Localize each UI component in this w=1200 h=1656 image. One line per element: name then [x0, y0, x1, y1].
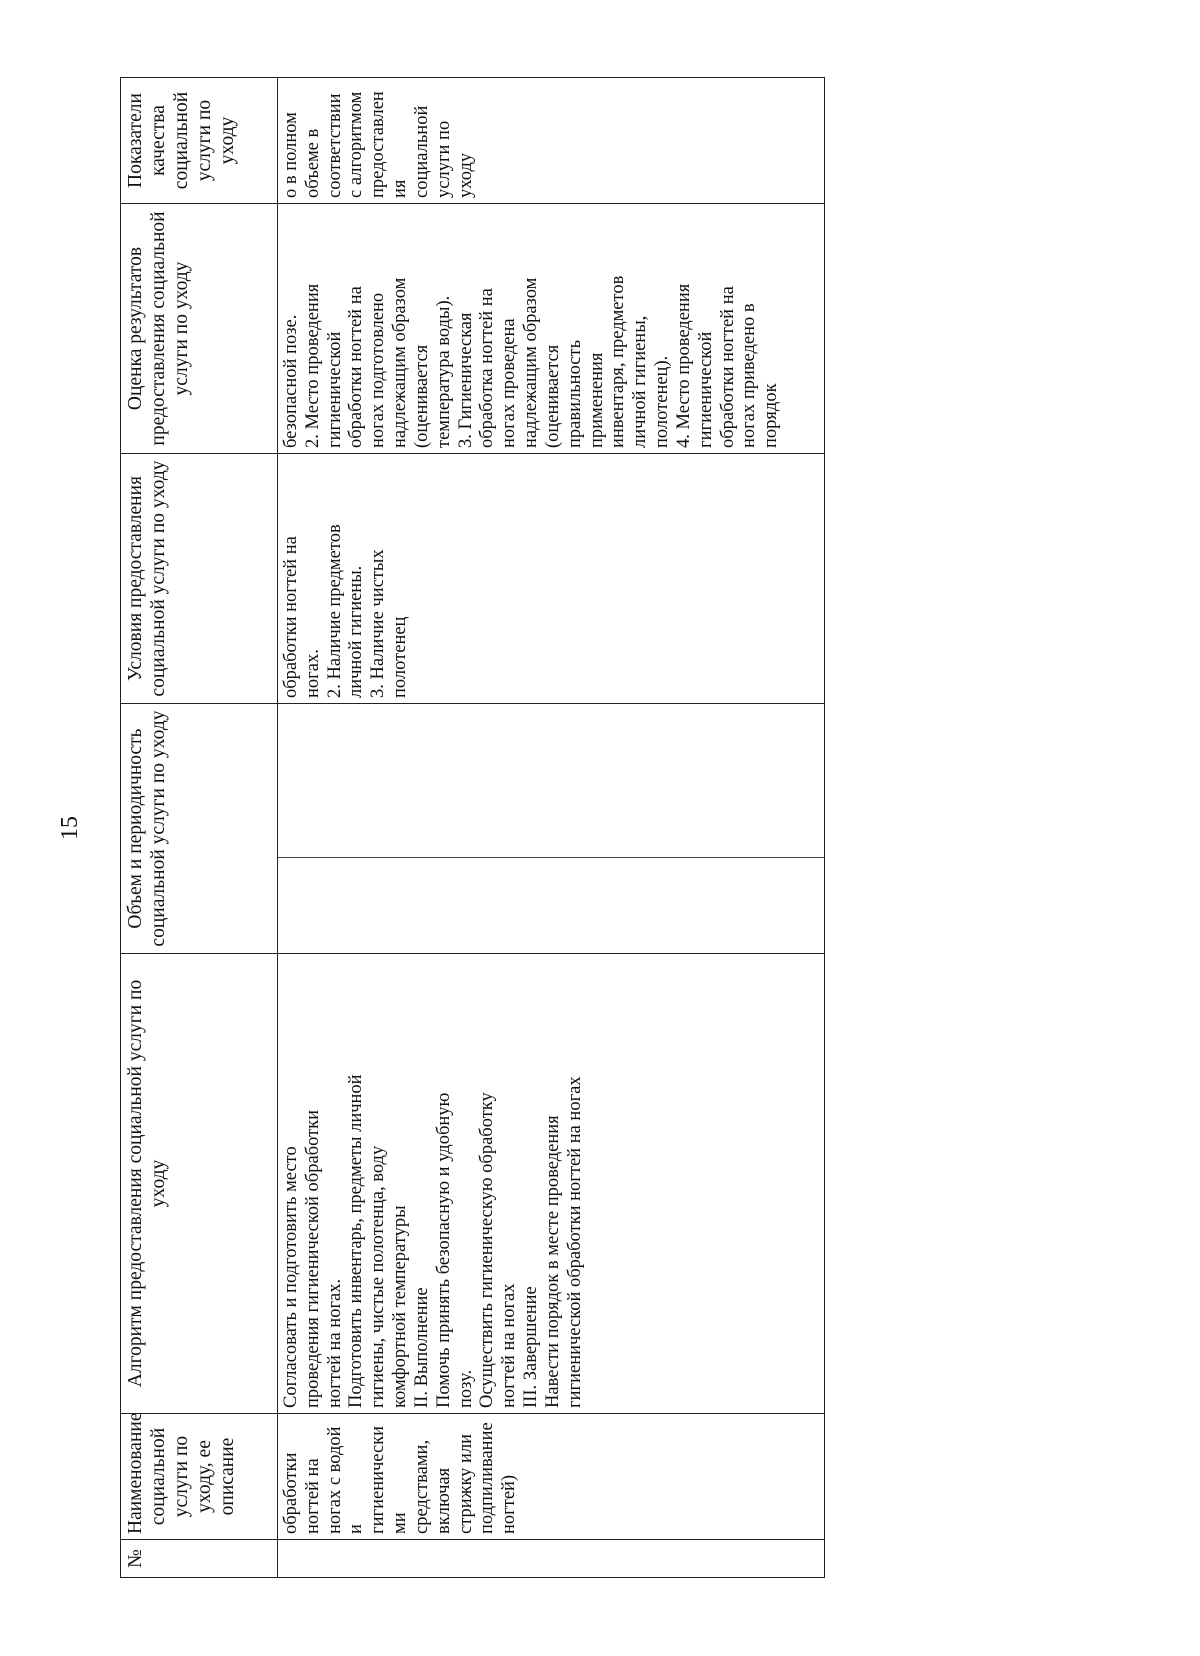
header-num: №: [121, 1540, 278, 1578]
cell-num: [278, 1540, 825, 1578]
cell-quality: о в полном объеме в соответствии с алгоритмом предоставлен ия социальной услуги по уходу: [278, 78, 825, 204]
table-row: [278, 78, 825, 1578]
page-number: 15: [57, 816, 83, 840]
header-volume: Объем и периодичность социальной услуги по уходу: [121, 704, 278, 954]
header-evaluation: Оценка результатов предоставления социальной услуги по уходу: [121, 204, 278, 454]
table-header-row: [121, 78, 278, 1578]
volume-divider-line: [278, 857, 824, 858]
cell-conditions: обработки ногтей на ногах. 2. Наличие предметов личной гигиены. 3. Наличие чистых полотенец: [278, 454, 825, 704]
cell-evaluation: безопасной позе. 2. Место проведения гигиенической обработки ногтей на ногах подготовлено надлежащим образом (оценивается температура воды). 3. Гигиеническая обработка ногтей на ногах проведена надлежащим образом (оценивается правильность применения инвентаря, предметов личной гигиены, полотенец). 4. Место проведения гигиенической обработки ногтей на ногах приведено в порядок: [278, 204, 825, 454]
cell-volume: [278, 704, 825, 954]
rotated-page-content: [120, 78, 840, 1578]
header-name: Наименование социальной услуги по уходу, ее описание: [121, 1414, 278, 1540]
header-algorithm: Алгоритм предоставления социальной услуги по уходу: [121, 954, 278, 1414]
cell-name: обработки ногтей на ногах с водой и гигиенически ми средствами, включая стрижку или подпиливание ногтей): [278, 1414, 825, 1540]
header-conditions: Условия предоставления социальной услуги по уходу: [121, 454, 278, 704]
header-quality: Показатели качества социальной услуги по уходу: [121, 78, 278, 204]
cell-algorithm: Согласовать и подготовить место проведения гигиенической обработки ногтей на ногах. Подготовить инвентарь, предметы личной гигиены, чистые полотенца, воду комфортной температуры II. Выполнение Помочь принять безопасную и удобную позу. Осуществить гигиеническую обработку ногтей на ногах III. Завершение Навести порядок в месте проведения гигиенической обработки ногтей на ногах: [278, 954, 825, 1414]
services-table: [120, 77, 825, 1578]
